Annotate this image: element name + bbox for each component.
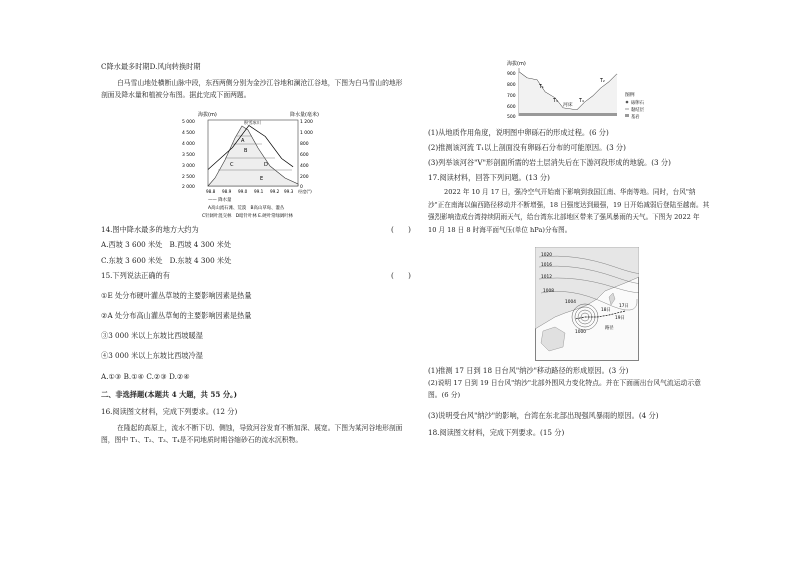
alt-ticks — [182, 119, 195, 190]
q14-stem: 14.图中降水最多的地方大约为 — [101, 225, 199, 234]
q15-statement-4: ④3 000 米以上东坡比西坡冷湿 — [101, 351, 203, 360]
valley-y-tick: 600 — [507, 105, 516, 110]
zone-label: A — [241, 138, 245, 144]
zone-label: C — [230, 162, 234, 168]
track-date: 19日 — [615, 316, 625, 321]
q16-part-2: (2)推测该河流 T₁以上剖面没有卵砾石分布的可能原因。(3 分) — [428, 143, 626, 152]
q15-statement-2: ②A 处分布高山灌丛草甸的主要影响因素是热量 — [101, 311, 252, 320]
section-2-heading: 二、非选择题(本题共 4 大题，共 55 分。) — [101, 390, 238, 399]
legend-cd: C针阔叶混交林 D暗针叶林 E.硬叶常绿阔叶林 — [202, 214, 294, 219]
q17-part-3: (3)说明受台风"纳沙"的影响，台湾在东北部出现强风暴雨的原因。(4 分) — [428, 411, 659, 420]
glacier-label: 积雪冰川 — [244, 120, 261, 125]
zone-label: B — [244, 148, 248, 154]
terrace-label: T₁ — [539, 85, 544, 90]
q14-options-ab: A.西坡 3 600 米处 B.西坡 4 300 米处 — [101, 240, 232, 249]
track-date: 18日 — [601, 308, 611, 313]
bedrock-swatch — [625, 114, 629, 117]
alt-tick: 3 000 — [182, 164, 195, 169]
q14-options-cd: C.东坡 3 600 米处 D.东坡 4 300 米处 — [101, 256, 232, 265]
precip-ticks — [300, 119, 313, 190]
isobar-label: 1012 — [541, 275, 552, 280]
terrace-label: T₄ — [579, 99, 584, 104]
q17-part-2: (2)说明 17 日到 19 日台风"纳沙"北部外围风力变化特点。并在下面画出台风气流运动示意图。(6 分) — [428, 379, 701, 399]
precip-axis-title: 降水量(毫米) — [290, 112, 319, 118]
q14-answer-slot[interactable]: ( ) — [391, 225, 411, 234]
intro-paragraph: 白马雪山地处横断山脉中段，东西两侧分别为金沙江谷地和澜沧江谷地，下图为白马雪山的地形剖面及降水量和植被分布图。据此完成下面两题。 — [101, 79, 403, 99]
precip-tick: 400 — [300, 164, 309, 169]
terrain-profile-figure — [180, 108, 330, 220]
track-date: 17日 — [619, 304, 629, 309]
precip-tick: 0 — [300, 185, 303, 190]
alt-axis-title: 海拔(m) — [198, 112, 217, 118]
terrace-label: T₃ — [553, 99, 558, 104]
precip-tick: 600 — [300, 153, 309, 158]
valley-y-tick: 700 — [507, 94, 516, 99]
valley-legend-title: 图例 — [625, 93, 635, 98]
valley-legend-item: 黏结层 — [631, 108, 644, 113]
x-tick: 99.2 — [270, 189, 280, 194]
q15-statement-1: ①E 处分布硬叶灌丛草坡的主要影响因素是热量 — [101, 291, 252, 300]
q16-stem: 16.阅读图文材料，完成下列要求。(12 分) — [101, 407, 238, 416]
isobar-label: 1020 — [541, 253, 552, 258]
valley-profile-svg — [505, 58, 655, 123]
isobar-label: 1004 — [565, 300, 576, 305]
q17-material: 2022 年 10 月 17 日，强冷空气开始南下影响到我国江南、华南等地。同时，台风"纳沙"正在南海以偏西路径移动并不断增强，18 日强度达到最强，19 日开始减弱后登陆至越南。其强烈影响造成台湾持续阴雨天气，给台湾东北部地区带来了强风暴雨的天气。下图为 2022 年 10 月 18 日 8 时海平面气压(单位 hPa)分布图。 — [428, 188, 710, 234]
alt-tick: 4 000 — [182, 142, 195, 147]
q15-options: A.①③ B.①④ C.②③ D.②④ — [101, 372, 190, 381]
riverbed-label: 河床 — [563, 103, 573, 108]
valley-legend-item: 基岩 — [631, 115, 640, 120]
valley-y-tick: 800 — [507, 83, 516, 88]
valley-y-ticks — [507, 71, 516, 120]
isobar-label: 1008 — [543, 289, 554, 294]
track-route-label: 路径 — [605, 326, 614, 331]
alt-tick: 2 500 — [182, 175, 195, 180]
q15-stem: 15.下列说法正确的有 — [101, 271, 170, 280]
q15-statement-3: ③3 000 米以上东坡比西坡暖湿 — [101, 331, 203, 340]
alt-tick: 5 000 — [182, 120, 195, 125]
legend-ab: A高山流石滩、荒漠 B高山草甸、灌丛 — [208, 206, 285, 211]
mountain-profile — [208, 126, 298, 186]
valley-y-tick: 900 — [507, 72, 516, 77]
pressure-map-svg — [535, 247, 639, 361]
terrace-label: T₂ — [600, 79, 605, 84]
valley-y-tick: 500 — [507, 115, 516, 120]
x-tick: 98.9 — [222, 189, 232, 194]
alt-tick: 3 500 — [182, 153, 195, 158]
zone-label: E — [260, 176, 264, 182]
alt-tick: 2 000 — [182, 185, 195, 190]
isobar-label: 1000 — [575, 330, 586, 335]
q18-stem: 18.阅读图文材料，完成下列要求。(15 分) — [428, 428, 565, 437]
bedrock-base — [519, 113, 617, 116]
x-unit: 经度(°) — [298, 189, 312, 194]
x-tick: 99.1 — [254, 189, 264, 194]
legend-line: —— 降水量 — [208, 198, 232, 203]
x-tick: 98.8 — [206, 189, 216, 194]
q17-part-1: (1)推测 17 日到 18 日台风"纳沙"移动路径的形成原因。(3 分) — [428, 366, 629, 375]
isobar-label: 1016 — [541, 263, 552, 268]
precip-tick: 200 — [300, 175, 309, 180]
q15-answer-slot[interactable]: ( ) — [391, 271, 411, 280]
precip-tick: 800 — [300, 142, 309, 147]
valley-y-title: 海拔(m) — [507, 61, 526, 67]
x-tick: 99.3 — [284, 189, 294, 194]
q17-stem: 17.阅读材料，回答下列问题。(13 分) — [428, 173, 550, 182]
terrain-profile-svg — [180, 108, 330, 220]
pressure-map-figure — [535, 247, 639, 361]
q16-part-3: (3)列举该河谷"V"形剖面所需的岩土层消失后在下游河段形成的地貌。(3 分) — [428, 158, 671, 167]
zone-label: D — [264, 162, 268, 168]
precip-tick: 1 200 — [300, 120, 313, 125]
q16-part-1: (1)从地质作用角度，说明图中卵砾石的形成过程。(6 分) — [428, 128, 609, 137]
x-ticks — [206, 188, 312, 195]
gravel-swatch — [626, 101, 629, 104]
precip-tick: 1 000 — [300, 131, 313, 136]
option-line-c: C降水最多时期D.风向转换时期 — [101, 62, 201, 71]
alt-tick: 4 500 — [182, 131, 195, 136]
x-tick: 99.0 — [238, 189, 248, 194]
q16-material: 在隆起的高原上，流水不断下切、侧蚀，导致河谷发育不断加深、展宽。下图为某河谷地形剖面图，图中 T₁、T₂、T₃、T₄是不同地质时期谷缩砂石的流水沉积物。 — [101, 424, 403, 444]
valley-legend-item: 砾卵石 — [631, 101, 644, 106]
valley-profile-figure — [505, 58, 655, 123]
